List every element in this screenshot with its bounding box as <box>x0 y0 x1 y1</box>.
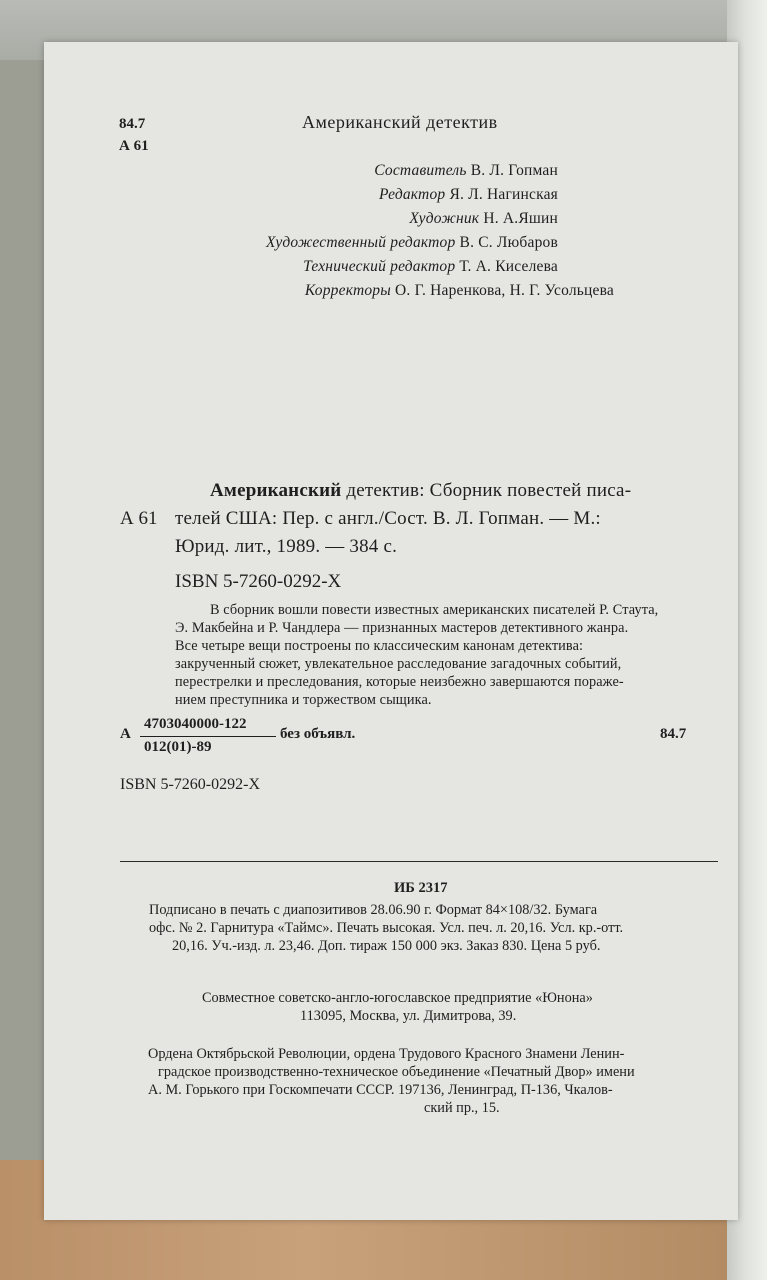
credit-role: Технический редактор <box>303 258 456 275</box>
annotation-line: Э. Макбейна и Р. Чандлера — признанных мастеров детективного жанра. <box>175 620 629 636</box>
annotation-line: нием преступника и торжеством сыщика. <box>175 692 432 708</box>
ib-number: ИБ 2317 <box>394 880 448 896</box>
credit-tech-editor <box>303 258 558 276</box>
printer-line: градское производственно-техническое объединение «Печатный Двор» имени <box>158 1064 635 1080</box>
credit-name: В. Л. Гопман <box>470 162 558 179</box>
formula-denominator: 012(01)-89 <box>144 739 212 755</box>
credit-role: Художник <box>409 210 480 227</box>
catalog-mark: А 61 <box>120 508 158 529</box>
catalog-line-3: Юрид. лит., 1989. — 384 с. <box>175 536 398 557</box>
bbk-index: 84.7 <box>119 116 146 132</box>
catalog-line-2: телей США: Пер. с англ./Сост. В. Л. Гопман. — М.: <box>175 508 601 529</box>
annotation-line: перестрелки и преследования, которые неизбежно завершаются пораже- <box>175 674 624 690</box>
credit-name: О. Г. Наренкова, Н. Г. Усольцева <box>395 282 614 299</box>
annotation-line: Все четыре вещи построены по классическим канонам детектива: <box>175 638 584 654</box>
credit-role: Составитель <box>374 162 467 179</box>
imprint-line: Подписано в печать с диапозитивов 28.06.90 г. Формат 84×108/32. Бумага <box>149 902 598 918</box>
credit-artist <box>409 210 558 228</box>
credit-editor <box>379 186 558 204</box>
credit-name: В. С. Любаров <box>459 234 558 251</box>
credit-role: Корректоры <box>304 282 391 299</box>
formula-numerator: 4703040000-122 <box>144 716 247 732</box>
isbn-bottom: ISBN 5-7260-0292-Х <box>120 776 260 793</box>
fraction-line <box>140 736 276 737</box>
formula-note: без объявл. <box>280 726 356 742</box>
imprint-line: офс. № 2. Гарнитура «Таймс». Печать высокая. Усл. печ. л. 20,16. Усл. кр.-отт. <box>149 920 624 936</box>
credit-art-editor <box>266 234 558 252</box>
index-right: 84.7 <box>660 726 687 742</box>
printer-line: Ордена Октябрьской Революции, ордена Трудового Красного Знамени Ленин- <box>148 1046 625 1062</box>
printer-line: А. М. Горького при Госкомпечати СССР. 197136, Ленинград, П-136, Чкалов- <box>148 1082 613 1098</box>
author-mark: А 61 <box>119 138 149 154</box>
credit-role: Художественный редактор <box>266 234 456 251</box>
credit-name: Т. А. Киселева <box>459 258 558 275</box>
annotation-line: В сборник вошли повести известных американских писателей Р. Стаута, <box>210 602 659 618</box>
publisher-line: 113095, Москва, ул. Димитрова, 39. <box>300 1008 517 1024</box>
divider-rule <box>120 861 718 862</box>
imprint-line: 20,16. Уч.-изд. л. 23,46. Доп. тираж 150 000 экз. Заказ 830. Цена 5 руб. <box>172 938 601 954</box>
credit-proofreaders <box>305 282 614 300</box>
formula-letter: А <box>120 726 131 742</box>
catalog-line-1 <box>210 480 631 502</box>
printer-line: ский пр., 15. <box>424 1100 500 1116</box>
catalog-line-1-rest: детектив: Сборник повестей писа- <box>346 480 632 501</box>
annotation-line: закрученный сюжет, увлекательное расследование загадочных событий, <box>175 656 622 672</box>
book-page <box>44 42 738 1220</box>
credit-role: Редактор <box>379 186 446 203</box>
publisher-line: Совместное советско-англо-югославское предприятие «Юнона» <box>202 990 593 1006</box>
page-title: Американский детектив <box>302 112 498 132</box>
catalog-title-bold: Американский <box>210 480 342 501</box>
credit-name: Я. Л. Нагинская <box>449 186 558 203</box>
catalog-isbn: ISBN 5-7260-0292-Х <box>175 571 342 592</box>
credit-name: Н. А.Яшин <box>483 210 558 227</box>
credit-compiler <box>374 162 558 180</box>
